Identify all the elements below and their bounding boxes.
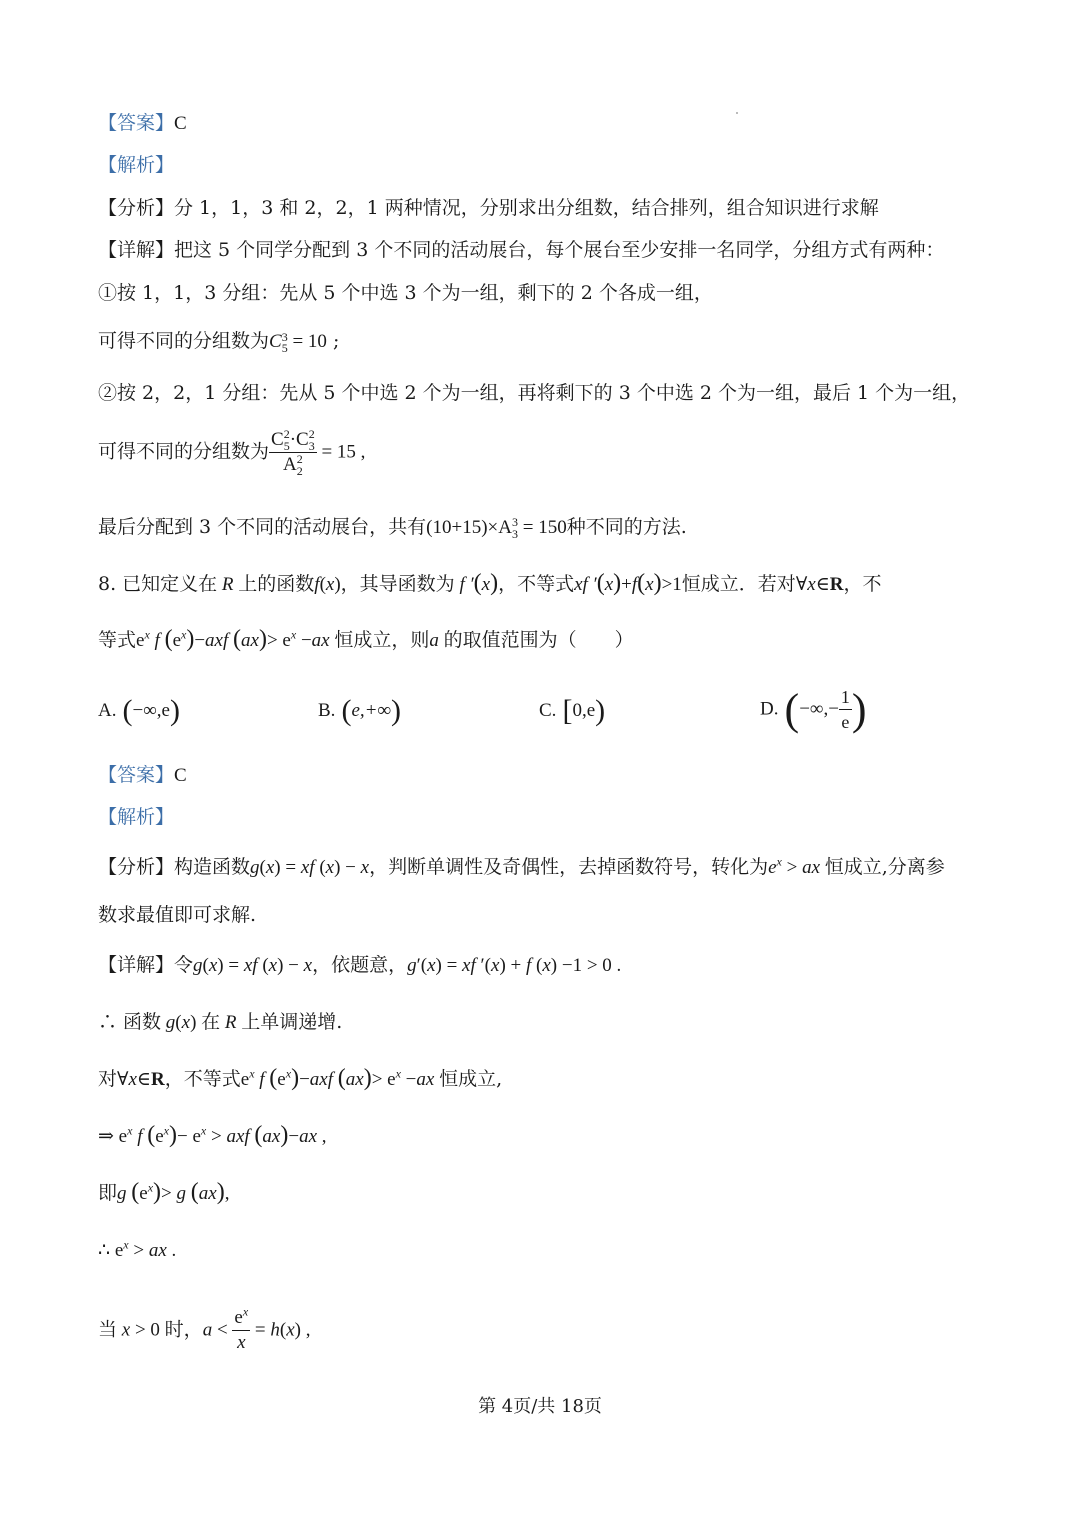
q7-fenxi-line: [98, 193, 879, 223]
q8-step4: [98, 1177, 229, 1209]
fenxi-tag: 【分析】: [98, 856, 175, 878]
case1-result-text: 可得不同的分组数为: [98, 330, 270, 352]
math-fx: f: [314, 574, 320, 595]
math-hx-frac: $\frac{e^x}{x}$: [234, 1304, 249, 1353]
detail-tag: 【详解】: [98, 954, 175, 976]
q8-detail-line: [98, 950, 621, 981]
option-c[interactable]: C. [0,e): [539, 694, 606, 727]
fenxi-text: 恒成立,分离参: [824, 856, 945, 878]
math-gx: g(x) = xf (x) − x: [193, 955, 313, 976]
option-a[interactable]: A. (−∞,e): [98, 694, 180, 727]
stem-text: 等式: [98, 629, 137, 651]
answer-value: C: [174, 765, 187, 786]
option-d-frac: $\frac{1}{e}$: [840, 687, 850, 732]
math-fprime: f ′: [454, 574, 474, 595]
step-text: 时，: [164, 1318, 203, 1341]
option-d[interactable]: D. (−∞,− $\frac{1}{e}$ ): [760, 685, 867, 734]
math-ineq: xf ′: [574, 574, 597, 595]
q7-case2-line: [98, 378, 970, 408]
final-text2: 种不同的方法.: [566, 516, 687, 538]
page-footer: 第 4页/共 18页: [478, 1396, 602, 1417]
option-value: 0,e: [572, 700, 596, 721]
q8-stem-line1: 8. 已知定义在 R 上的函数f(x)，其导函数为 f ′(x)，不等式xf ′(x)+f(x)>1恒成立．若对∀x∈R，不: [98, 570, 882, 596]
math-hx: = h(x) ,: [250, 1319, 311, 1341]
math-therefore: ∴ $e^x$ > ax .: [98, 1237, 177, 1261]
step-text: 在: [201, 1011, 221, 1033]
case2-text: ②按 2，2，1 分组：先从 5 个中选 2 个为一组，再将剩下的 3 个中选 2 个为一组，最后 1 个为一组，: [98, 382, 971, 404]
math-x-pos: x > 0: [121, 1319, 165, 1341]
case1-text: ①按 1，1，3 分组：先从 5 个中选 3 个为一组，剩下的 2 个各成一组，: [98, 282, 713, 304]
fenxi-text: 数求最值即可求解.: [98, 904, 257, 926]
stem-text: ，不: [843, 573, 882, 595]
formula-c53: C 3 5 = 10: [269, 329, 327, 355]
analysis-tag: 【解析】: [98, 806, 175, 828]
math-ex-ax: $e^x$ > ax: [768, 854, 820, 878]
answer-tag: 【答案】: [98, 112, 175, 134]
math-a-less: a <: [202, 1319, 233, 1341]
step-text: 上单调递增.: [241, 1011, 343, 1033]
stem-text: 恒成立．若对: [681, 573, 796, 595]
option-letter: B.: [318, 700, 336, 721]
math-gprime: g′(x) = xf ′(x) + f (x) −1 > 0 .: [407, 955, 622, 976]
q8-answer-line: [98, 760, 187, 791]
q8-step2: [98, 1063, 502, 1095]
q8-step1: [98, 1007, 342, 1038]
analysis-tag: 【解析】: [98, 154, 175, 176]
q7-case2-result: [98, 428, 365, 477]
step-text: 对: [98, 1068, 118, 1090]
q7-answer-line: [98, 108, 187, 139]
stem-text: ，其导函数为: [340, 573, 455, 595]
fenxi-text: ，判断单调性及奇偶性，去掉函数符号，转化为: [369, 856, 769, 878]
q8-step6: [98, 1306, 310, 1355]
detail-text: 令: [174, 954, 194, 976]
final-text1: 最后分配到 3 个不同的活动展台，共有: [98, 516, 427, 538]
option-value: −∞,e: [132, 700, 170, 721]
math-gx2: g(x): [165, 1012, 202, 1033]
math-implies: ⇒ $e^x$ f $(e^x)- e^x$ > axf (ax)−ax ,: [98, 1122, 327, 1148]
option-letter: D.: [760, 698, 779, 720]
option-letter: C.: [539, 700, 557, 721]
q8-fenxi-line2: [98, 900, 256, 930]
math-a: a: [429, 630, 444, 651]
answer-tag: 【答案】: [98, 764, 175, 786]
q7-case1-result: 可得不同的分组数为C 3 5 = 10 ;: [98, 329, 340, 355]
option-letter: A.: [98, 700, 117, 721]
stem-text: ，不等式: [498, 573, 575, 595]
detail-text: ，依题意，: [312, 954, 408, 976]
formula-total: $(10+15)\times A_3^3 = 150$: [426, 514, 567, 541]
step-text: 即: [98, 1182, 118, 1204]
step-text: 恒成立,: [439, 1068, 503, 1090]
detail-tag: 【详解】: [98, 239, 175, 261]
q8-stem-line2: [98, 624, 634, 656]
scan-speck: [736, 112, 738, 114]
formula-fraction: $\frac{C_5^2\cdot C_3^2}{A_2^2}$: [271, 426, 315, 478]
step-text: 当: [98, 1318, 118, 1341]
fenxi-text: 分 1，1，3 和 2，2，1 两种情况，分别求出分组数，结合排列，组合知识进行求解: [174, 197, 879, 219]
math-forall: ∀x∈R: [795, 574, 844, 595]
stem-text: 恒成立，则: [334, 629, 430, 651]
math-forall2: ∀x∈R: [117, 1069, 165, 1090]
math-main-ineq: $e^x$ f $(e^x)-axf$ $(ax)> e^x -ax$: [136, 626, 330, 652]
case2-result-text: 可得不同的分组数为: [98, 440, 270, 463]
option-value: −∞,−: [799, 698, 839, 720]
detail-text: 把这 5 个同学分配到 3 个不同的活动展台，每个展台至少安排一名同学，分组方式有两种：: [174, 239, 945, 261]
math-ineq2: $e^x$ f $(e^x)-axf$ $(ax)> e^x -ax$: [240, 1065, 435, 1091]
q7-case1-line: [98, 278, 713, 308]
step-text: ∴ 函数: [98, 1011, 162, 1033]
stem-text: 上的函数: [238, 573, 315, 595]
option-value: e,+∞: [351, 700, 392, 721]
step-text: ，不等式: [164, 1068, 241, 1090]
math-g-compare: g $(e^x)> g$ (ax),: [117, 1179, 230, 1205]
q8-fenxi-line: [98, 852, 945, 883]
stem-text: 的取值范围为（ ）: [443, 629, 634, 651]
option-b[interactable]: B. (e,+∞): [318, 694, 402, 727]
math-gx-def: g(x) = xf (x) − x: [250, 857, 370, 878]
q8-step5: [98, 1235, 176, 1266]
stem-text: 8. 已知定义在: [98, 573, 218, 595]
math-R2: R: [220, 1012, 242, 1033]
fenxi-text: 构造函数: [174, 856, 251, 878]
answer-value: C: [174, 113, 187, 134]
math-R: R: [217, 574, 239, 595]
q7-final-line: [98, 512, 687, 543]
q8-analysis-line: [98, 802, 174, 832]
q7-analysis-line: [98, 150, 174, 180]
q7-detail-line: [98, 235, 944, 265]
q8-step3: [98, 1120, 327, 1152]
formula-eq15: = 15 ,: [316, 441, 366, 463]
fenxi-tag: 【分析】: [98, 197, 175, 219]
